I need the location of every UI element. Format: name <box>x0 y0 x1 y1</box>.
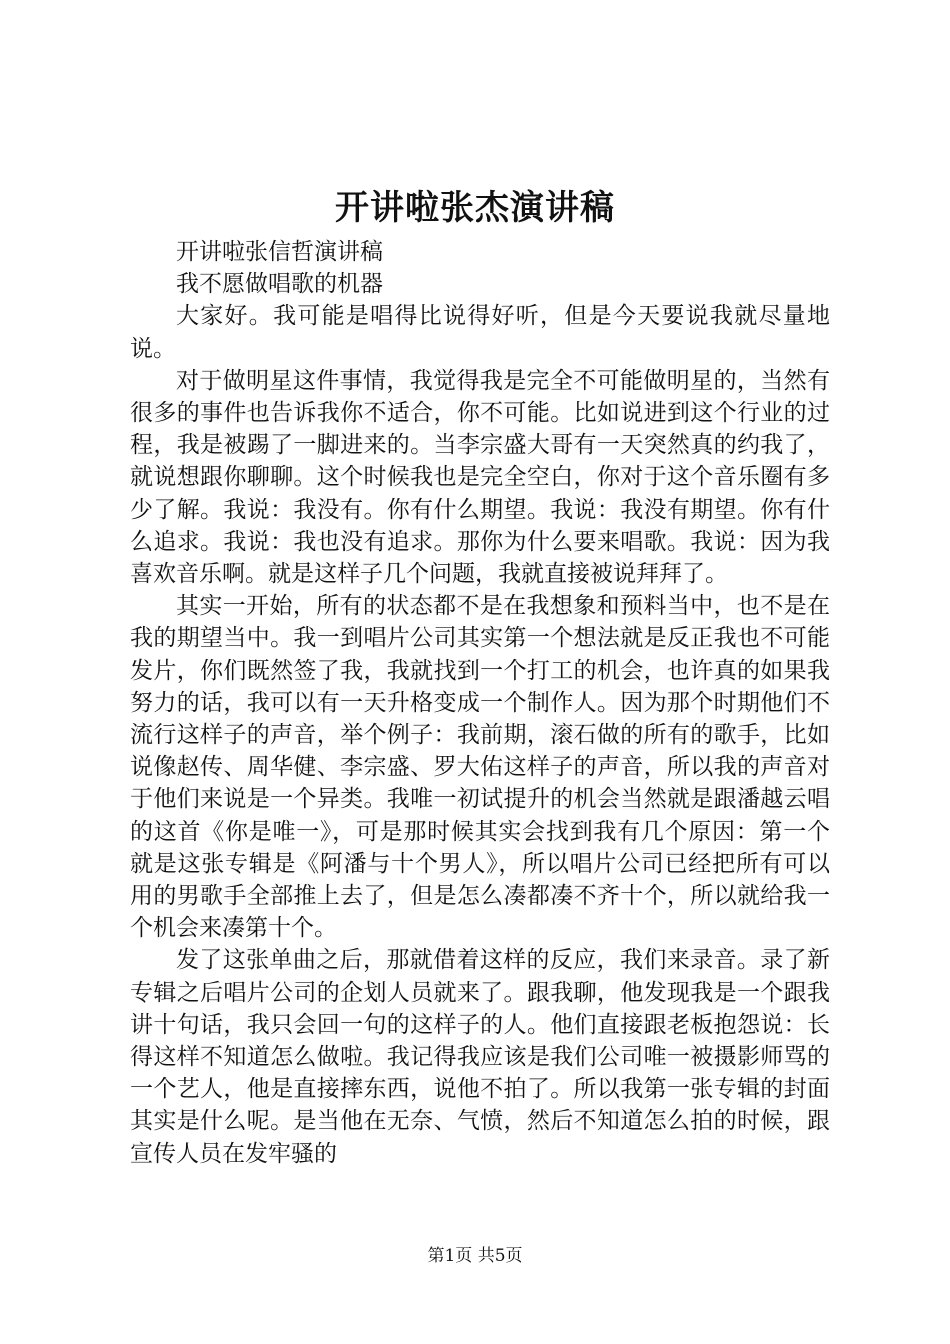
paragraph: 大家好。我可能是唱得比说得好听，但是今天要说我就尽量地说。 <box>130 303 830 362</box>
paragraph: 发了这张单曲之后，那就借着这样的反应，我们来录音。录了新专辑之后唱片公司的企划人员就来了。跟我聊，他发现我是一个跟我讲十句话，我只会回一句的这样子的人。他们直接跟老板抱怨说：长得这样不知道怎么做啦。我记得我应该是我们公司唯一被摄影师骂的一个艺人，他是直接摔东西，说他不拍了。所以我第一张专辑的封面其实是什么呢。是当他在无奈、气愤，然后不知道怎么拍的时候，跟宣传人员在发牢骚的 <box>130 947 830 1167</box>
paragraph: 对于做明星这件事情，我觉得我是完全不可能做明星的，当然有很多的事件也告诉我你不适合，你不可能。比如说进到这个行业的过程，我是被踢了一脚进来的。当李宗盛大哥有一天突然真的约我了，就说想跟你聊聊。这个时候我也是完全空白，你对于这个音乐圈有多少了解。我说：我没有。你有什么期望。我说：我没有期望。你有什么追求。我说：我也没有追求。那你为什么要来唱歌。我说：因为我喜欢音乐啊。就是这样子几个问题，我就直接被说拜拜了。 <box>130 367 830 588</box>
document-title: 开讲啦张杰演讲稿 <box>335 188 615 228</box>
paragraph: 其实一开始，所有的状态都不是在我想象和预料当中，也不是在我的期望当中。我一到唱片公司其实第一个想法就是反正我也不可能发片，你们既然签了我，我就找到一个打工的机会，也许真的如果我努力的话，我可以有一天升格变成一个制作人。因为那个时期他们不流行这样子的声音，举个例子：我前期，滚石做的所有的歌手，比如说像赵传、周华健、李宗盛、罗大佑这样子的声音，所以我的声音对于他们来说是一个异类。我唯一初试提升的机会当然就是跟潘越云唱的这首《你是唯一》，可是那时候其实会找到我有几个原因：第一个就是这张专辑是《阿潘与十个男人》，所以唱片公司已经把所有可以用的男歌手全部推上去了，但是怎么凑都凑不齐十个，所以就给我一个机会来凑第十个。 <box>130 593 830 942</box>
paragraph-subtitle-1: 开讲啦张信哲演讲稿 <box>176 239 383 265</box>
paragraph-subtitle-2: 我不愿做唱歌的机器 <box>176 271 383 298</box>
document-body <box>130 236 830 1170</box>
page-footer: 第1页 共5页 <box>427 1246 523 1266</box>
